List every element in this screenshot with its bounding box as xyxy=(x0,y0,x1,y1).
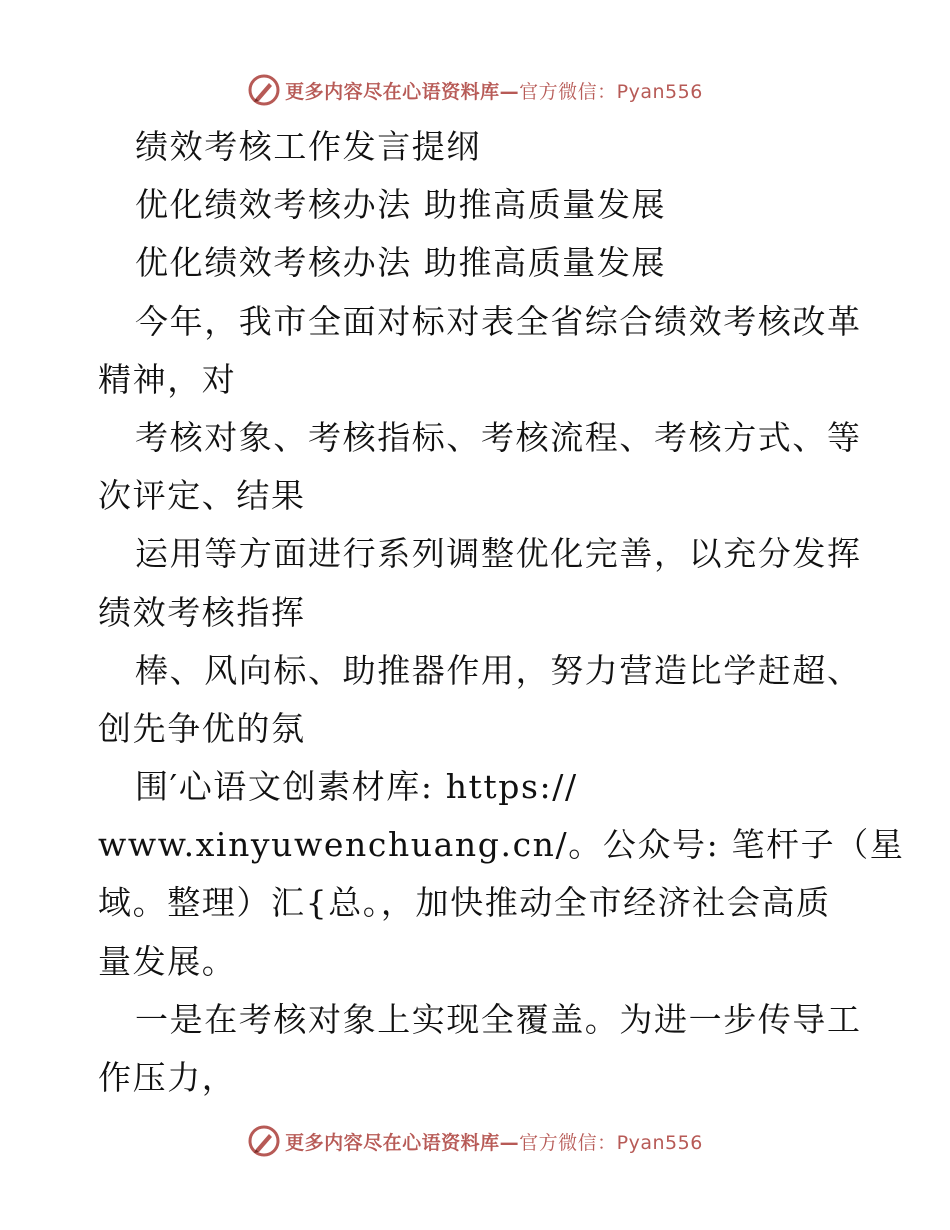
paragraph-line: 精神，对 xyxy=(98,359,237,399)
paragraph-line: 考核对象、考核指标、考核流程、考核方式、等 xyxy=(135,417,862,457)
paragraph-line: 创先争优的氛 xyxy=(98,708,306,748)
paragraph-line: 域。整理）汇{总。，加快推动全市经济社会高质 xyxy=(98,883,831,923)
header-banner xyxy=(0,70,950,110)
paragraph-line: 今年，我市全面对标对表全省综合绩效考核改革 xyxy=(135,301,862,341)
pen-logo-icon xyxy=(247,1124,281,1158)
banner-contact: 官方微信：Pyan556 xyxy=(519,80,703,103)
doc-subtitle-repeat: 优化绩效考核办法 助推高质量发展 xyxy=(135,243,667,283)
paragraph-line: 运用等方面进行系列调整优化完善，以充分发挥 xyxy=(135,534,862,574)
footer-banner xyxy=(0,1121,950,1161)
banner-text: 更多内容尽在心语资料库— xyxy=(285,1131,520,1154)
paragraph-line: 围′心语文创素材库: https:// xyxy=(135,767,578,807)
paragraph-line: www.xinyuwenchuang.cn/。公众号: 笔杆子（星 xyxy=(98,825,905,865)
banner-contact: 官方微信：Pyan556 xyxy=(519,1131,703,1154)
document-body xyxy=(98,118,905,1107)
paragraph-line: 绩效考核指挥 xyxy=(98,592,306,632)
paragraph-line: 棒、风向标、助推器作用，努力营造比学赶超、 xyxy=(135,650,862,690)
banner-text: 更多内容尽在心语资料库— xyxy=(285,80,520,103)
paragraph-line: 一是在考核对象上实现全覆盖。为进一步传导工 xyxy=(135,999,862,1039)
paragraph-line: 作压力， xyxy=(98,1058,237,1097)
doc-subtitle: 优化绩效考核办法 助推高质量发展 xyxy=(135,185,667,225)
pen-logo-icon xyxy=(247,73,281,107)
paragraph-line: 次评定、结果 xyxy=(98,476,306,516)
doc-title: 绩效考核工作发言提纲 xyxy=(135,127,481,166)
paragraph-line: 量发展。 xyxy=(98,941,237,981)
